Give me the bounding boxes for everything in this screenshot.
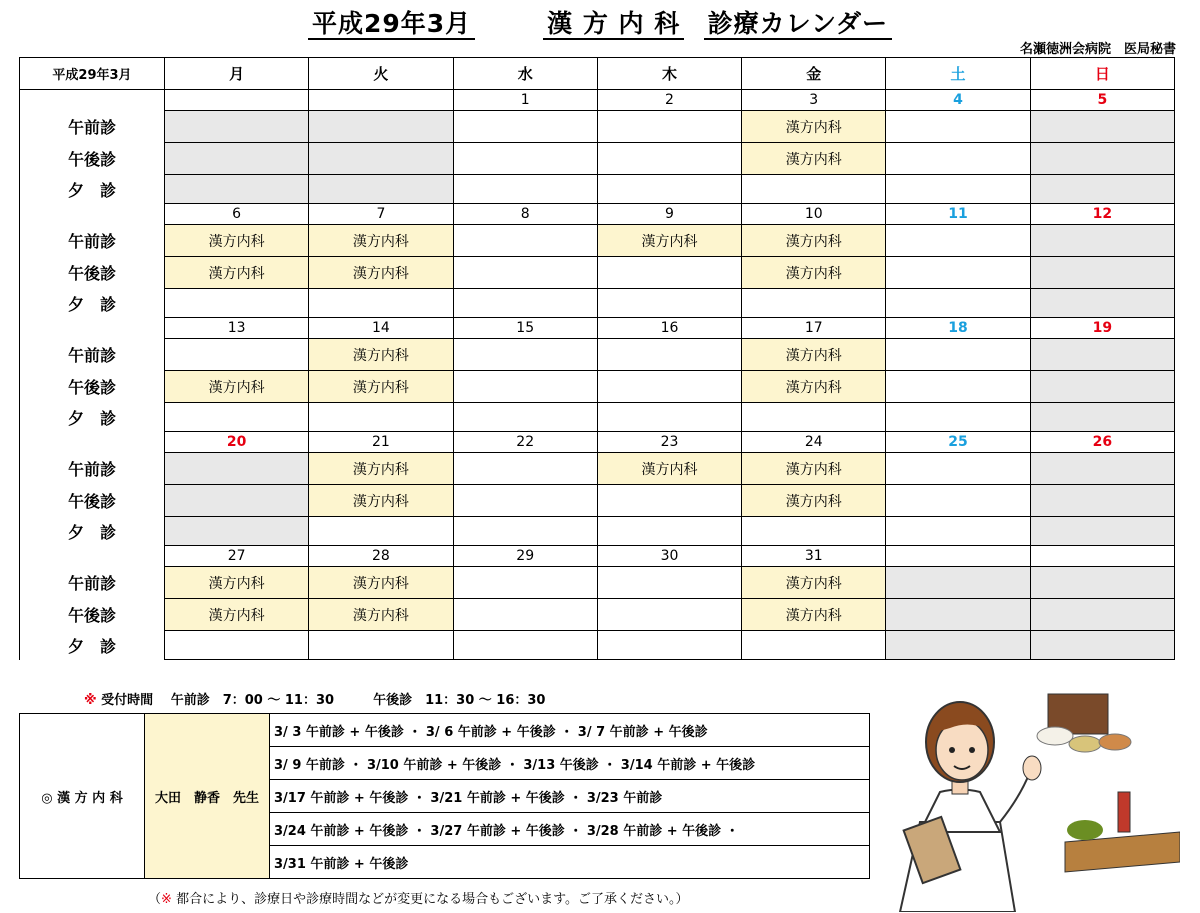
clinic-slot-empty <box>886 599 1030 631</box>
clinic-slot-empty <box>597 371 741 403</box>
clinic-slot-empty <box>1030 631 1174 660</box>
clinic-slot-empty <box>165 453 309 485</box>
date-cell: 9 <box>597 204 741 225</box>
week-1-morning-row <box>20 111 1175 143</box>
clinic-slot-empty <box>886 257 1030 289</box>
clinic-slot-empty <box>309 403 453 432</box>
footer-text: 都合により、診療日や診療時間などが変更になる場合もございます。ご了承ください。） <box>176 892 689 907</box>
calendar-header-row <box>20 58 1175 90</box>
date-cell: 12 <box>1030 204 1174 225</box>
clinic-slot-empty <box>742 403 886 432</box>
clinic-slot-empty <box>453 517 597 546</box>
clinic-slot-empty <box>597 567 741 599</box>
session-label: 午前診 <box>20 339 165 371</box>
footer-mark: ※ <box>161 892 172 907</box>
date-cell: 20 <box>165 432 309 453</box>
session-label: 夕 診 <box>20 517 165 546</box>
week-4-date-row <box>20 432 1175 453</box>
clinic-slot-open: 漢方内科 <box>597 225 741 257</box>
week-3-morning-row <box>20 339 1175 371</box>
session-label: 午後診 <box>20 257 165 289</box>
clinic-slot-open: 漢方内科 <box>309 225 453 257</box>
clinic-slot-empty <box>886 567 1030 599</box>
date-row-label <box>20 204 165 225</box>
schedule-line: 3/31 午前診 + 午後診 <box>270 846 870 879</box>
date-row-label <box>20 90 165 111</box>
clinic-slot-empty <box>886 485 1030 517</box>
date-cell: 22 <box>453 432 597 453</box>
clinic-slot-open: 漢方内科 <box>165 257 309 289</box>
clinic-slot-empty <box>453 599 597 631</box>
session-label: 夕 診 <box>20 289 165 318</box>
week-4-evening-row <box>20 517 1175 546</box>
title-calendar: 診療カレンダー <box>704 9 892 40</box>
clinic-slot-open: 漢方内科 <box>309 339 453 371</box>
clinic-slot-empty <box>597 631 741 660</box>
schedule-doctor: 大田 静香 先生 <box>145 714 270 879</box>
session-label: 夕 診 <box>20 403 165 432</box>
date-cell: 19 <box>1030 318 1174 339</box>
clinic-slot-open: 漢方内科 <box>742 339 886 371</box>
clinic-slot-empty <box>165 289 309 318</box>
herbal-medicine-jars <box>1037 694 1131 752</box>
clinic-slot-empty <box>1030 453 1174 485</box>
clinic-slot-open: 漢方内科 <box>309 257 453 289</box>
clinic-slot-empty <box>165 631 309 660</box>
date-row-label <box>20 432 165 453</box>
date-cell: 6 <box>165 204 309 225</box>
clinic-slot-empty <box>886 339 1030 371</box>
clinic-slot-empty <box>1030 143 1174 175</box>
session-label: 午後診 <box>20 599 165 631</box>
clinic-slot-empty <box>1030 175 1174 204</box>
date-cell: 4 <box>886 90 1030 111</box>
date-cell: 30 <box>597 546 741 567</box>
clinic-slot-empty <box>309 289 453 318</box>
clinic-slot-open: 漢方内科 <box>742 599 886 631</box>
session-label: 午前診 <box>20 225 165 257</box>
calendar-corner-label: 平成29年3月 <box>20 58 165 90</box>
clinic-slot-empty <box>165 111 309 143</box>
clinic-slot-empty <box>165 339 309 371</box>
date-cell: 5 <box>1030 90 1174 111</box>
clinic-slot-empty <box>309 175 453 204</box>
date-cell: 3 <box>742 90 886 111</box>
week-2-evening-row <box>20 289 1175 318</box>
clinic-slot-empty <box>453 371 597 403</box>
title-era-month: 平成29年3月 <box>308 9 475 40</box>
clinic-slot-empty <box>1030 339 1174 371</box>
week-1-date-row <box>20 90 1175 111</box>
reception-hours <box>84 689 545 708</box>
weekday-thu: 木 <box>597 58 741 90</box>
week-5-morning-row <box>20 567 1175 599</box>
clinic-slot-empty <box>886 289 1030 318</box>
clinic-slot-empty <box>453 225 597 257</box>
date-cell <box>886 546 1030 567</box>
session-label: 午後診 <box>20 143 165 175</box>
date-cell: 28 <box>309 546 453 567</box>
session-label: 午前診 <box>20 567 165 599</box>
clinic-slot-empty <box>597 289 741 318</box>
clinic-slot-empty <box>1030 567 1174 599</box>
session-label: 午前診 <box>20 453 165 485</box>
clinic-slot-empty <box>597 485 741 517</box>
clinic-slot-empty <box>453 257 597 289</box>
date-cell: 15 <box>453 318 597 339</box>
footer-notice <box>148 888 689 907</box>
clinic-slot-empty <box>453 175 597 204</box>
date-cell: 31 <box>742 546 886 567</box>
clinic-slot-empty <box>886 143 1030 175</box>
clinic-slot-empty <box>1030 403 1174 432</box>
date-cell: 2 <box>597 90 741 111</box>
date-cell: 23 <box>597 432 741 453</box>
clinic-slot-open: 漢方内科 <box>742 143 886 175</box>
clinic-slot-empty <box>309 143 453 175</box>
week-1-afternoon-row <box>20 143 1175 175</box>
date-cell: 29 <box>453 546 597 567</box>
title-dept: 漢 方 内 科 <box>543 9 684 40</box>
date-cell: 18 <box>886 318 1030 339</box>
clinic-calendar <box>19 57 1175 660</box>
doctor-figure <box>900 702 1041 912</box>
clinic-slot-open: 漢方内科 <box>742 257 886 289</box>
session-label: 夕 診 <box>20 175 165 204</box>
session-label: 午後診 <box>20 371 165 403</box>
schedule-line: 3/24 午前診 + 午後診 ・ 3/27 午前診 + 午後診 ・ 3/28 午前診 + 午後診 ・ <box>270 813 870 846</box>
clinic-slot-empty <box>453 111 597 143</box>
date-cell <box>1030 546 1174 567</box>
clinic-slot-empty <box>453 289 597 318</box>
schedule-line: 3/ 9 午前診 ・ 3/10 午前診 + 午後診 ・ 3/13 午後診 ・ 3/14 午前診 + 午後診 <box>270 747 870 780</box>
date-cell: 21 <box>309 432 453 453</box>
date-cell: 25 <box>886 432 1030 453</box>
clinic-slot-open: 漢方内科 <box>165 567 309 599</box>
organization-label: 名瀬徳洲会病院 医局秘書 <box>1019 42 1176 57</box>
herbal-book <box>1065 792 1180 872</box>
reception-mark: ※ <box>84 693 97 708</box>
clinic-slot-empty <box>453 403 597 432</box>
date-cell <box>309 90 453 111</box>
clinic-slot-empty <box>886 111 1030 143</box>
clinic-slot-empty <box>597 599 741 631</box>
week-2-afternoon-row <box>20 257 1175 289</box>
clinic-slot-empty <box>742 289 886 318</box>
clinic-slot-open: 漢方内科 <box>597 453 741 485</box>
clinic-slot-empty <box>742 517 886 546</box>
clinic-slot-empty <box>309 631 453 660</box>
weekday-sat: 土 <box>886 58 1030 90</box>
week-3-afternoon-row <box>20 371 1175 403</box>
clinic-slot-open: 漢方内科 <box>309 567 453 599</box>
week-3-date-row <box>20 318 1175 339</box>
weekday-sun: 日 <box>1030 58 1174 90</box>
clinic-slot-empty <box>886 517 1030 546</box>
clinic-slot-empty <box>453 567 597 599</box>
clinic-slot-empty <box>309 517 453 546</box>
date-cell: 24 <box>742 432 886 453</box>
weekday-wed: 水 <box>453 58 597 90</box>
date-row-label <box>20 546 165 567</box>
week-4-morning-row <box>20 453 1175 485</box>
clinic-slot-empty <box>1030 225 1174 257</box>
clinic-slot-open: 漢方内科 <box>309 599 453 631</box>
clinic-slot-empty <box>453 453 597 485</box>
date-cell: 7 <box>309 204 453 225</box>
date-cell: 13 <box>165 318 309 339</box>
weekday-fri: 金 <box>742 58 886 90</box>
clinic-slot-open: 漢方内科 <box>742 371 886 403</box>
page-title <box>0 4 1200 40</box>
clinic-slot-open: 漢方内科 <box>742 225 886 257</box>
weekday-tue: 火 <box>309 58 453 90</box>
clinic-slot-open: 漢方内科 <box>742 485 886 517</box>
week-1-evening-row <box>20 175 1175 204</box>
clinic-slot-empty <box>597 339 741 371</box>
clinic-slot-empty <box>1030 517 1174 546</box>
schedule-dept: ◎ 漢 方 内 科 <box>20 714 145 879</box>
week-3-evening-row <box>20 403 1175 432</box>
clinic-slot-empty <box>165 175 309 204</box>
calendar-body <box>20 90 1175 660</box>
session-label: 午前診 <box>20 111 165 143</box>
weekday-mon: 月 <box>165 58 309 90</box>
clinic-slot-empty <box>1030 289 1174 318</box>
week-2-morning-row <box>20 225 1175 257</box>
clinic-slot-empty <box>886 453 1030 485</box>
week-5-date-row <box>20 546 1175 567</box>
schedule-line: 3/ 3 午前診 + 午後診 ・ 3/ 6 午前診 + 午後診 ・ 3/ 7 午前診 + 午後診 <box>270 714 870 747</box>
clinic-slot-empty <box>597 517 741 546</box>
date-cell: 26 <box>1030 432 1174 453</box>
clinic-slot-empty <box>1030 599 1174 631</box>
session-label: 夕 診 <box>20 631 165 660</box>
clinic-slot-empty <box>165 485 309 517</box>
clinic-slot-empty <box>886 175 1030 204</box>
clinic-slot-empty <box>886 371 1030 403</box>
date-cell <box>165 90 309 111</box>
week-2-date-row <box>20 204 1175 225</box>
clinic-slot-empty <box>453 339 597 371</box>
schedule-summary <box>19 713 870 879</box>
clinic-slot-open: 漢方内科 <box>742 567 886 599</box>
clinic-slot-empty <box>1030 111 1174 143</box>
clinic-slot-empty <box>1030 485 1174 517</box>
clinic-slot-open: 漢方内科 <box>165 371 309 403</box>
footer-open: （ <box>148 892 162 907</box>
date-row-label <box>20 318 165 339</box>
clinic-slot-empty <box>597 143 741 175</box>
clinic-slot-open: 漢方内科 <box>309 371 453 403</box>
clinic-slot-empty <box>597 111 741 143</box>
reception-text: 受付時間 午前診 7：00 ～ 11：30 午後診 11：30 ～ 16：30 <box>101 693 546 708</box>
date-cell: 27 <box>165 546 309 567</box>
clinic-slot-empty <box>1030 257 1174 289</box>
clinic-slot-empty <box>165 517 309 546</box>
doctor-illustration <box>880 672 1180 912</box>
clinic-slot-open: 漢方内科 <box>309 453 453 485</box>
clinic-slot-open: 漢方内科 <box>742 111 886 143</box>
clinic-slot-empty <box>886 403 1030 432</box>
date-cell: 17 <box>742 318 886 339</box>
clinic-slot-open: 漢方内科 <box>742 453 886 485</box>
clinic-slot-empty <box>165 403 309 432</box>
clinic-slot-empty <box>453 485 597 517</box>
week-4-afternoon-row <box>20 485 1175 517</box>
clinic-slot-open: 漢方内科 <box>165 225 309 257</box>
clinic-slot-empty <box>453 143 597 175</box>
date-cell: 8 <box>453 204 597 225</box>
date-cell: 1 <box>453 90 597 111</box>
date-cell: 11 <box>886 204 1030 225</box>
clinic-slot-empty <box>309 111 453 143</box>
clinic-slot-open: 漢方内科 <box>309 485 453 517</box>
clinic-slot-empty <box>886 225 1030 257</box>
clinic-slot-empty <box>742 631 886 660</box>
clinic-slot-empty <box>597 403 741 432</box>
session-label: 午後診 <box>20 485 165 517</box>
week-5-afternoon-row <box>20 599 1175 631</box>
schedule-line: 3/17 午前診 + 午後診 ・ 3/21 午前診 + 午後診 ・ 3/23 午前診 <box>270 780 870 813</box>
date-cell: 14 <box>309 318 453 339</box>
date-cell: 10 <box>742 204 886 225</box>
clinic-slot-empty <box>742 175 886 204</box>
clinic-slot-empty <box>597 257 741 289</box>
clinic-slot-open: 漢方内科 <box>165 599 309 631</box>
clinic-slot-empty <box>1030 371 1174 403</box>
clinic-slot-empty <box>597 175 741 204</box>
week-5-evening-row <box>20 631 1175 660</box>
clinic-slot-empty <box>886 631 1030 660</box>
clinic-slot-empty <box>453 631 597 660</box>
clinic-slot-empty <box>165 143 309 175</box>
date-cell: 16 <box>597 318 741 339</box>
